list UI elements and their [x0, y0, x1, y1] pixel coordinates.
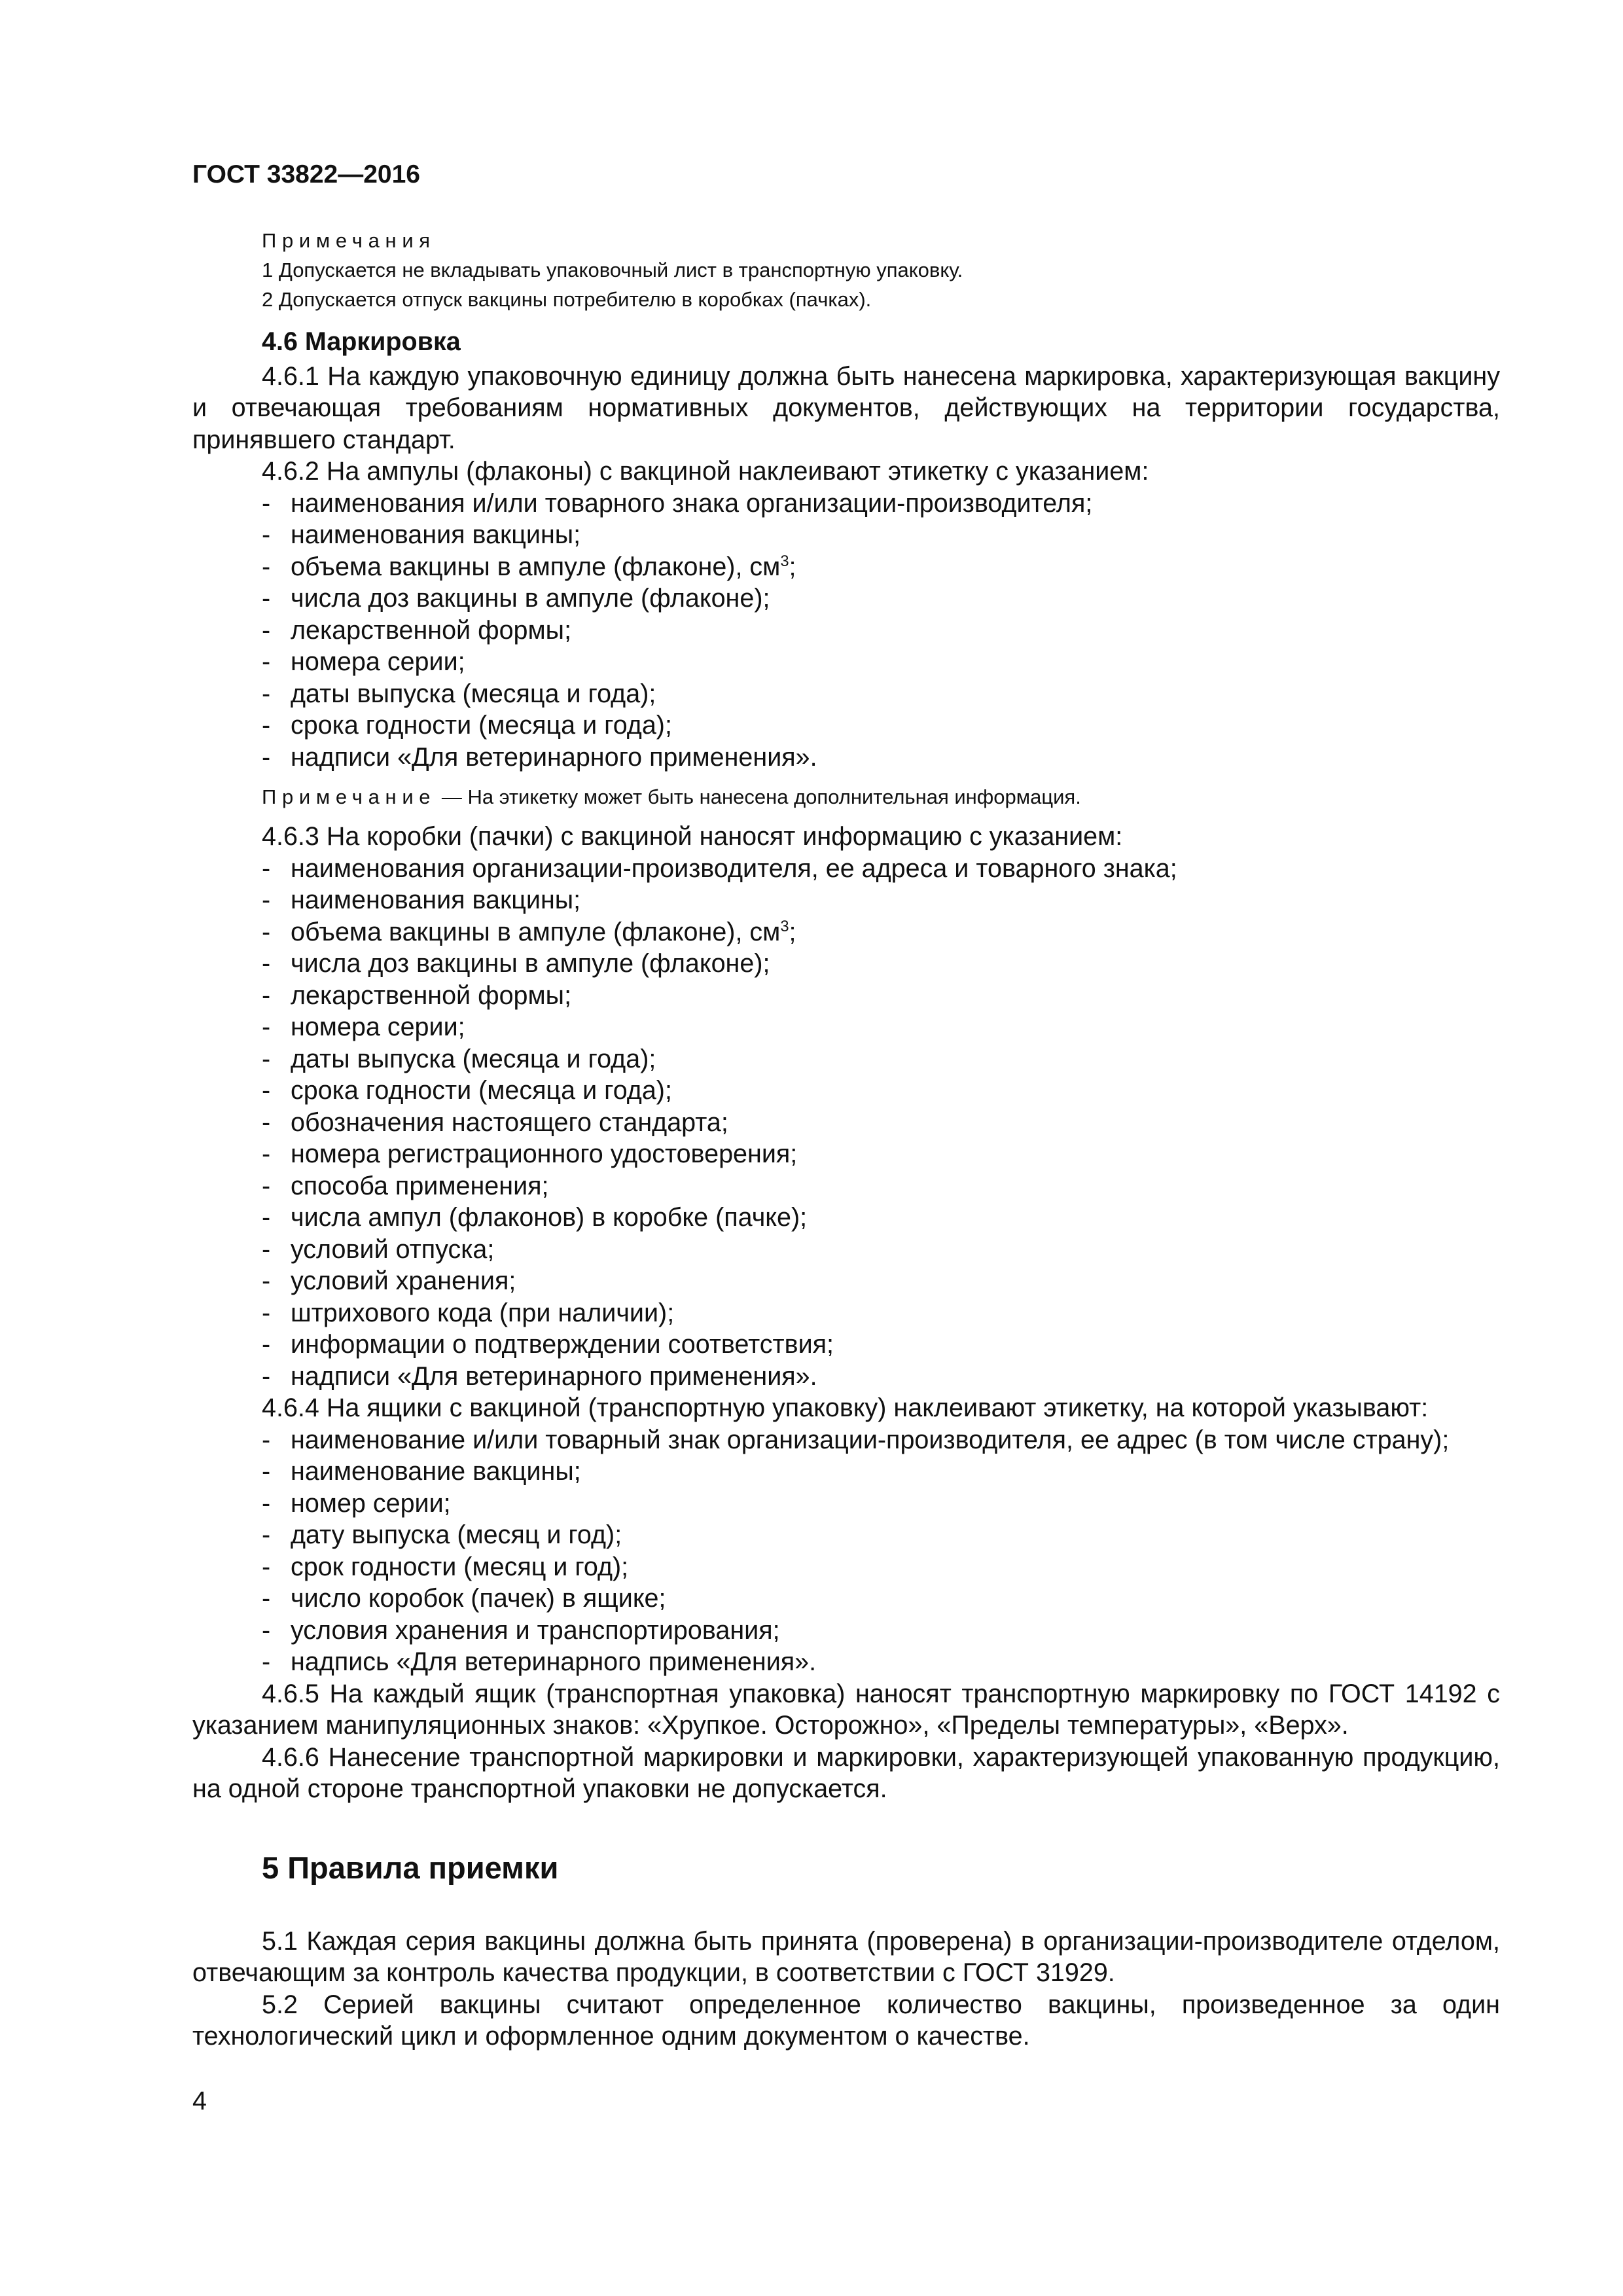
list-item: [192, 980, 1500, 1012]
chapter-heading-5: 5 Правила приемки: [262, 1850, 559, 1885]
list-item-text: наименования и/или товарного знака организации-производителя;: [291, 488, 1093, 518]
list-dash: -: [262, 1647, 271, 1676]
paragraph-4-6-5: 4.6.5 На каждый ящик (транспортная упаковка) наносят транспортную маркировку по ГОСТ 14192 с указанием манипуляционных знаков: «Хрупкое. Осторожно», «Пределы температуры», «Верх».: [192, 1679, 1500, 1740]
list-item: [192, 1107, 1500, 1139]
list-dash: -: [262, 1013, 271, 1041]
list-item-text: наименование вакцины;: [291, 1457, 581, 1486]
list-item-text: даты выпуска (месяца и года);: [291, 679, 656, 708]
note-label: Примечание: [262, 785, 437, 808]
list-dash: -: [262, 917, 271, 946]
list-item: [192, 1297, 1500, 1329]
list-item: [192, 1646, 1500, 1678]
list-item: [192, 615, 1500, 647]
list-dash: -: [262, 1234, 271, 1264]
list-dash: -: [262, 1107, 271, 1137]
list-item: [192, 1011, 1500, 1043]
list-dash: -: [262, 488, 271, 518]
list-item: [192, 1361, 1500, 1393]
list-dash: -: [262, 1203, 271, 1232]
list-item-text: лекарственной формы;: [291, 615, 572, 645]
semicolon: ;: [789, 917, 796, 946]
list-item-text: информации о подтверждении соответствия;: [291, 1330, 834, 1359]
list-dash: -: [262, 1615, 271, 1645]
list-dash: -: [262, 615, 271, 645]
list-item: [192, 678, 1500, 710]
list-dash: -: [262, 886, 271, 914]
list-item: [192, 1043, 1500, 1075]
list-item: [192, 853, 1500, 885]
list-item: [192, 1170, 1500, 1202]
notes-heading: Примечания: [262, 229, 436, 252]
list-item-text: способа применения;: [291, 1171, 549, 1200]
list-item: [192, 1329, 1500, 1361]
list-item: [192, 1488, 1500, 1520]
list-item: [192, 948, 1500, 980]
note-item: 2 Допускается отпуск вакцины потребителю в коробках (пачках).: [262, 288, 872, 311]
list-item-text: условий хранения;: [291, 1266, 516, 1295]
superscript-3: 3: [780, 918, 789, 935]
list-item-text: номера серии;: [291, 1013, 465, 1041]
list-dash: -: [262, 1076, 271, 1105]
paragraph-4-6-4: 4.6.4 На ящики с вакциной (транспортную упаковку) наклеивают этикетку, на которой указывают:: [262, 1393, 1429, 1422]
list-4-6-2: [192, 488, 1500, 774]
page-number: 4: [192, 2087, 207, 2115]
list-item-text: даты выпуска (месяца и года);: [291, 1044, 656, 1073]
list-item-text: объема вакцины в ампуле (флаконе), см: [291, 552, 781, 581]
section-heading-4-6: 4.6 Маркировка: [262, 327, 461, 356]
list-dash: -: [262, 520, 271, 549]
list-dash: -: [262, 742, 271, 772]
list-item-text: числа доз вакцины в ампуле (флаконе);: [291, 949, 770, 978]
list-item-text: наименование и/или товарный знак организации-производителя, ее адрес (в том числе страну);: [291, 1425, 1450, 1454]
list-dash: -: [262, 584, 271, 613]
list-item: [192, 1583, 1500, 1615]
paragraph-4-6-2: 4.6.2 На ампулы (флаконы) с вакциной наклеивают этикетку с указанием:: [262, 457, 1149, 486]
document-body: [192, 226, 1500, 2053]
list-item-text: объема вакцины в ампуле (флаконе), см: [291, 917, 781, 946]
list-item-text: условия хранения и транспортирования;: [291, 1615, 780, 1645]
list-item: [192, 583, 1500, 615]
list-item: [192, 884, 1500, 916]
list-item-text: номер серии;: [291, 1488, 451, 1518]
list-item-text: надписи «Для ветеринарного применения».: [291, 742, 817, 772]
list-4-6-3: [192, 853, 1500, 1393]
paragraph-4-6-1: 4.6.1 На каждую упаковочную единицу должна быть нанесена маркировка, характеризующая вакцину и отвечающая требованиям нормативных документов, действующих на территории государства, принявшего стандарт.: [192, 361, 1500, 454]
list-item-text: срока годности (месяца и года);: [291, 711, 672, 740]
list-dash: -: [262, 1457, 271, 1486]
list-dash: -: [262, 711, 271, 740]
list-dash: -: [262, 647, 271, 676]
list-item-text: штрихового кода (при наличии);: [291, 1298, 675, 1327]
list-item-text: обозначения настоящего стандарта;: [291, 1107, 728, 1137]
list-dash: -: [262, 1171, 271, 1200]
list-dash: -: [262, 949, 271, 978]
note-item: 1 Допускается не вкладывать упаковочный лист в транспортную упаковку.: [262, 259, 963, 281]
list-dash: -: [262, 1520, 271, 1549]
list-dash: -: [262, 1488, 271, 1518]
list-item: [192, 1519, 1500, 1551]
list-dash: -: [262, 1584, 271, 1613]
list-item: [192, 551, 1500, 583]
list-item-text: надписи «Для ветеринарного применения».: [291, 1361, 817, 1391]
paragraph-4-6-3: 4.6.3 На коробки (пачки) с вакциной наносят информацию с указанием:: [262, 822, 1123, 851]
document-header: ГОСТ 33822—2016: [192, 160, 420, 188]
list-4-6-4: [192, 1424, 1500, 1678]
list-item: [192, 1424, 1500, 1456]
list-dash: -: [262, 980, 271, 1010]
list-dash: -: [262, 552, 271, 581]
list-item-text: номера серии;: [291, 647, 465, 676]
note-4-6-2: [192, 782, 1500, 812]
list-dash: -: [262, 1266, 271, 1295]
superscript-3: 3: [780, 552, 789, 570]
list-dash: -: [262, 1425, 271, 1454]
list-item-text: число коробок (пачек) в ящике;: [291, 1584, 666, 1613]
paragraph-5-2: 5.2 Серией вакцины считают определенное количество вакцины, произведенное за один технологический цикл и оформленное одним документом о качестве.: [192, 1990, 1500, 2051]
list-item: [192, 488, 1500, 520]
list-item-text: условий отпуска;: [291, 1234, 495, 1264]
list-item: [192, 1234, 1500, 1266]
list-item-text: дату выпуска (месяц и год);: [291, 1520, 622, 1549]
semicolon: ;: [789, 552, 796, 581]
note-text: — На этикетку может быть нанесена дополнительная информация.: [436, 785, 1081, 808]
list-item-text: номера регистрационного удостоверения;: [291, 1139, 798, 1168]
list-dash: -: [262, 853, 271, 883]
list-item: [192, 1202, 1500, 1234]
list-item: [192, 1075, 1500, 1107]
list-item: [192, 709, 1500, 742]
list-item-text: наименования вакцины;: [291, 886, 581, 914]
list-item: [192, 916, 1500, 948]
paragraph-4-6-6: 4.6.6 Нанесение транспортной маркировки и маркировки, характеризующей упакованную продукцию, на одной стороне транспортной упаковки не допускается.: [192, 1742, 1500, 1803]
list-item: [192, 1265, 1500, 1297]
list-item-text: наименования организации-производителя, ее адреса и товарного знака;: [291, 853, 1177, 883]
list-item-text: срок годности (месяц и год);: [291, 1552, 629, 1581]
list-item-text: лекарственной формы;: [291, 980, 572, 1010]
list-item-text: срока годности (месяца и года);: [291, 1076, 672, 1105]
list-dash: -: [262, 1139, 271, 1168]
list-dash: -: [262, 1330, 271, 1359]
list-dash: -: [262, 1361, 271, 1391]
list-item: [192, 1138, 1500, 1170]
list-dash: -: [262, 679, 271, 708]
list-item-text: числа доз вакцины в ампуле (флаконе);: [291, 584, 770, 613]
list-item-text: числа ампул (флаконов) в коробке (пачке);: [291, 1203, 808, 1232]
list-item: [192, 519, 1500, 551]
list-item: [192, 742, 1500, 774]
list-item-text: надпись «Для ветеринарного применения».: [291, 1647, 817, 1676]
list-item: [192, 1551, 1500, 1583]
list-item: [192, 1456, 1500, 1488]
list-item: [192, 1615, 1500, 1647]
list-item: [192, 646, 1500, 678]
list-dash: -: [262, 1044, 271, 1073]
list-item-text: наименования вакцины;: [291, 520, 581, 549]
list-dash: -: [262, 1552, 271, 1581]
list-dash: -: [262, 1298, 271, 1327]
paragraph-5-1: 5.1 Каждая серия вакцины должна быть принята (проверена) в организации-производителе отделом, отвечающим за контроль качества продукции, в соответствии с ГОСТ 31929.: [192, 1926, 1500, 1987]
